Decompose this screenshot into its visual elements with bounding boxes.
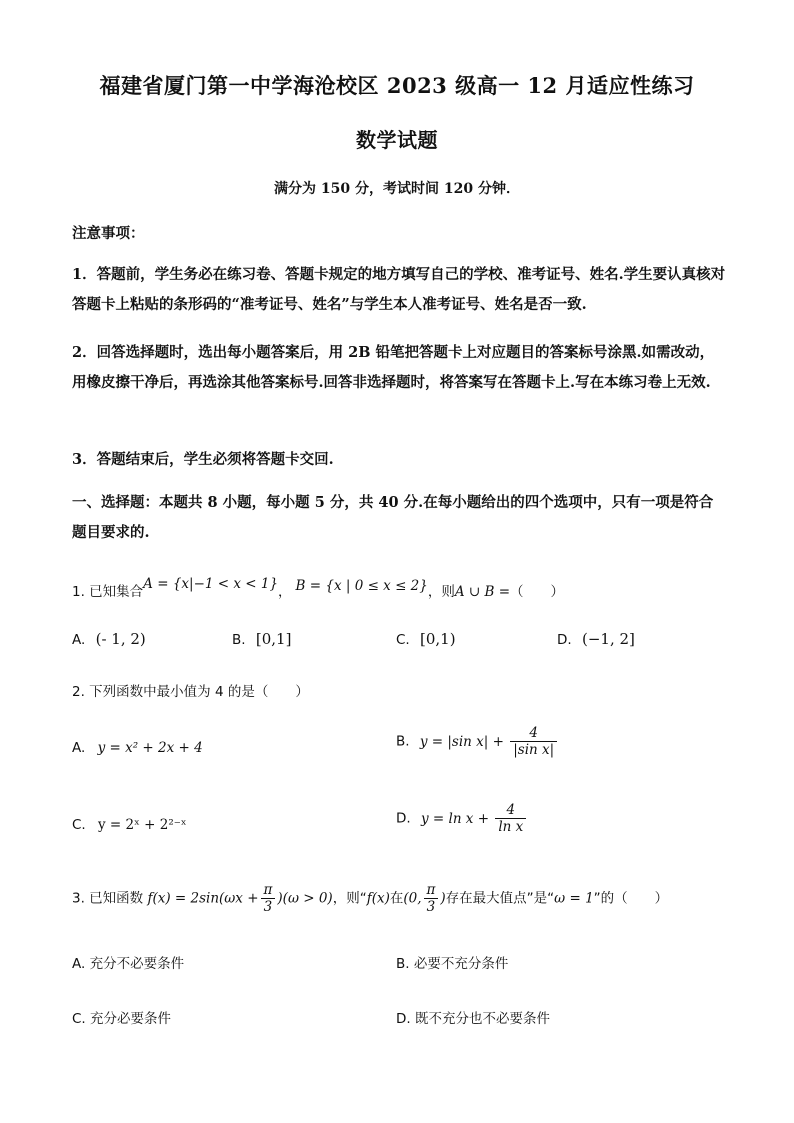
- q3-option-b[interactable]: [396, 952, 508, 972]
- q2-a-expr: y = x² + 2x + 4: [97, 740, 203, 756]
- q1-union: A ∪ B =: [454, 584, 511, 600]
- q3-stem-end: ”的（ ）: [593, 890, 669, 907]
- q1-option-c[interactable]: [396, 630, 456, 648]
- q1-set-a: A = {x|−1 < x < 1}: [143, 576, 279, 592]
- q2-d-fraction: [495, 802, 526, 835]
- q3-interval-post: ): [440, 890, 446, 907]
- option-label: D.: [396, 1011, 411, 1027]
- q3-int-num: π: [424, 882, 439, 899]
- section-heading: 一、选择题：本题共 8 小题，每小题 5 分，共 40 分.在每小题给出的四个选项中，只有一项是符合题目要求的.: [72, 494, 714, 541]
- option-value: 充分必要条件: [90, 1011, 172, 1027]
- option-value: 必要不充分条件: [413, 956, 509, 972]
- q1-option-d[interactable]: [557, 630, 635, 648]
- q2-option-d[interactable]: [396, 802, 528, 835]
- question-3: [72, 882, 668, 915]
- option-label: A.: [72, 956, 86, 972]
- q3-stem-mid2: 存在最大值点”是“: [445, 890, 555, 907]
- q3-pi-fraction: [261, 882, 276, 915]
- exam-subject: 数学试题: [356, 128, 438, 152]
- option-label: D.: [396, 810, 411, 827]
- q1-blank: （ ）: [510, 584, 565, 600]
- q3-fx: f(x): [366, 890, 390, 907]
- option-value: 充分不必要条件: [89, 956, 185, 972]
- option-label: D.: [557, 632, 572, 648]
- option-label: A.: [72, 740, 86, 756]
- q3-pi-num: π: [261, 882, 276, 899]
- q2-b-pre: y = |sin x| +: [419, 733, 504, 750]
- q1-option-a[interactable]: [72, 630, 146, 648]
- q3-func-pre: f(x) = 2sin(ωx +: [147, 890, 259, 907]
- option-value: [0,1): [420, 630, 456, 648]
- q3-stem-pre: 3. 已知函数: [72, 890, 144, 907]
- q2-d-den: ln x: [498, 819, 524, 835]
- q2-d-pre: y = ln x +: [420, 810, 490, 827]
- question-1: [72, 576, 565, 600]
- q2-b-den: |sin x|: [513, 742, 555, 758]
- option-value: (- 1, 2): [95, 630, 146, 648]
- q2-option-c[interactable]: [72, 817, 187, 833]
- notice-item-1: 1．答题前，学生务必在练习卷、答题卡规定的地方填写自己的学校、准考证号、姓名.学生要认真核对答题卡上粘贴的条形码的“准考证号、姓名”与学生本人准考证号、姓名是否一致.: [72, 266, 726, 313]
- q3-option-d[interactable]: [396, 1007, 550, 1027]
- q1-stem-pre: 1. 已知集合: [72, 584, 144, 600]
- notice-item-2: 2．回答选择题时，选出每小题答案后，用 2B 铅笔把答题卡上对应题目的答案标号涂黑.如需改动，用橡皮擦干净后，再选涂其他答案标号.回答非选择题时，将答案写在答题卡上.写在本练习卷上无效.: [72, 344, 715, 391]
- q2-c-expr: y = 2ˣ + 2²⁻ˣ: [98, 817, 187, 833]
- option-value: 既不充分也不必要条件: [414, 1011, 550, 1027]
- q3-in: 在: [389, 890, 404, 907]
- option-label: B.: [232, 632, 246, 648]
- q3-pi-den: 3: [263, 899, 273, 915]
- option-label: B.: [396, 733, 410, 750]
- q3-option-a[interactable]: [72, 952, 184, 972]
- q2-b-fraction: [510, 725, 557, 758]
- notice-heading: 注意事项：: [72, 225, 145, 242]
- q3-interval-fraction: [424, 882, 439, 915]
- q3-interval-pre: (0,: [403, 890, 422, 907]
- q2-d-num: 4: [495, 802, 526, 819]
- notice-item-3: 3．答题结束后，学生必须将答题卡交回.: [72, 451, 334, 468]
- option-value: [0,1]: [255, 630, 292, 648]
- option-label: C.: [396, 632, 410, 648]
- q1-set-b: B = {x | 0 ≤ x ≤ 2}: [295, 578, 428, 594]
- q2-b-num: 4: [510, 725, 557, 742]
- q2-option-b[interactable]: [396, 725, 559, 758]
- q3-stem-mid: ，则“: [332, 890, 367, 907]
- exam-title: 福建省厦门第一中学海沧校区 2023 级高一 12 月适应性练习: [99, 73, 695, 98]
- option-label: C.: [72, 817, 86, 833]
- option-value: (−1, 2]: [581, 630, 635, 648]
- q1-sep: ，: [278, 584, 292, 600]
- option-label: A.: [72, 632, 86, 648]
- q2-option-a[interactable]: [72, 740, 203, 756]
- q3-cond: ω = 1: [554, 890, 594, 907]
- q3-int-den: 3: [426, 899, 436, 915]
- exam-info: 满分为 150 分，考试时间 120 分钟．: [274, 181, 520, 197]
- q1-stem-post: ，则: [427, 584, 455, 600]
- q3-func-post: )(ω > 0): [277, 890, 333, 907]
- q3-option-c[interactable]: [72, 1007, 171, 1027]
- option-label: B.: [396, 956, 410, 972]
- q1-option-b[interactable]: [232, 630, 291, 648]
- option-label: C.: [72, 1011, 86, 1027]
- question-2: 2. 下列函数中最小值为 4 的是（ ）: [72, 684, 309, 700]
